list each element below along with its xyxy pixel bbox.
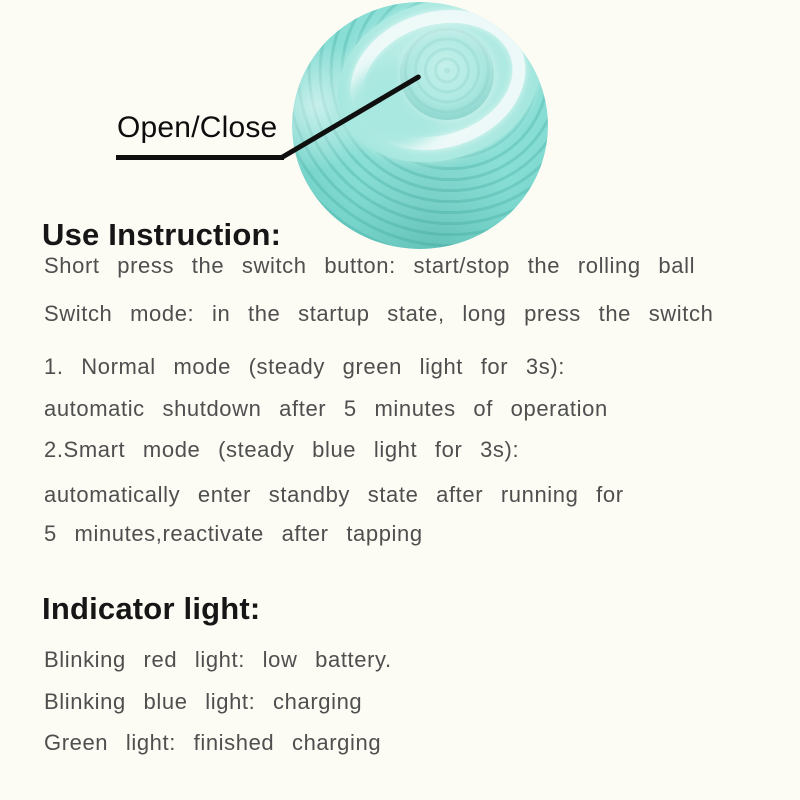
indicator-line-blue: Blinking blue light: charging (44, 689, 363, 714)
callout-line-horizontal (116, 155, 284, 160)
use-instruction-line-2: Switch mode: in the startup state, long press the switch (44, 301, 714, 326)
use-instruction-line-3: 1. Normal mode (steady green light for 3s): (44, 354, 565, 379)
use-instruction-line-6: automatically enter standby state after running for (44, 482, 624, 507)
indicator-line-red: Blinking red light: low battery. (44, 647, 392, 672)
use-instruction-line-1: Short press the switch button: start/stop the rolling ball (44, 253, 696, 278)
use-instruction-line-7: 5 minutes,reactivate after tapping (44, 521, 423, 546)
use-instruction-line-5: 2.Smart mode (steady blue light for 3s): (44, 437, 520, 462)
indicator-line-green: Green light: finished charging (44, 730, 382, 755)
ball-switch-button (400, 28, 494, 120)
use-instruction-heading: Use Instruction: (42, 217, 282, 252)
indicator-light-heading: Indicator light: (42, 591, 261, 626)
use-instruction-line-4: automatic shutdown after 5 minutes of operation (44, 396, 608, 421)
open-close-label: Open/Close (117, 111, 278, 144)
